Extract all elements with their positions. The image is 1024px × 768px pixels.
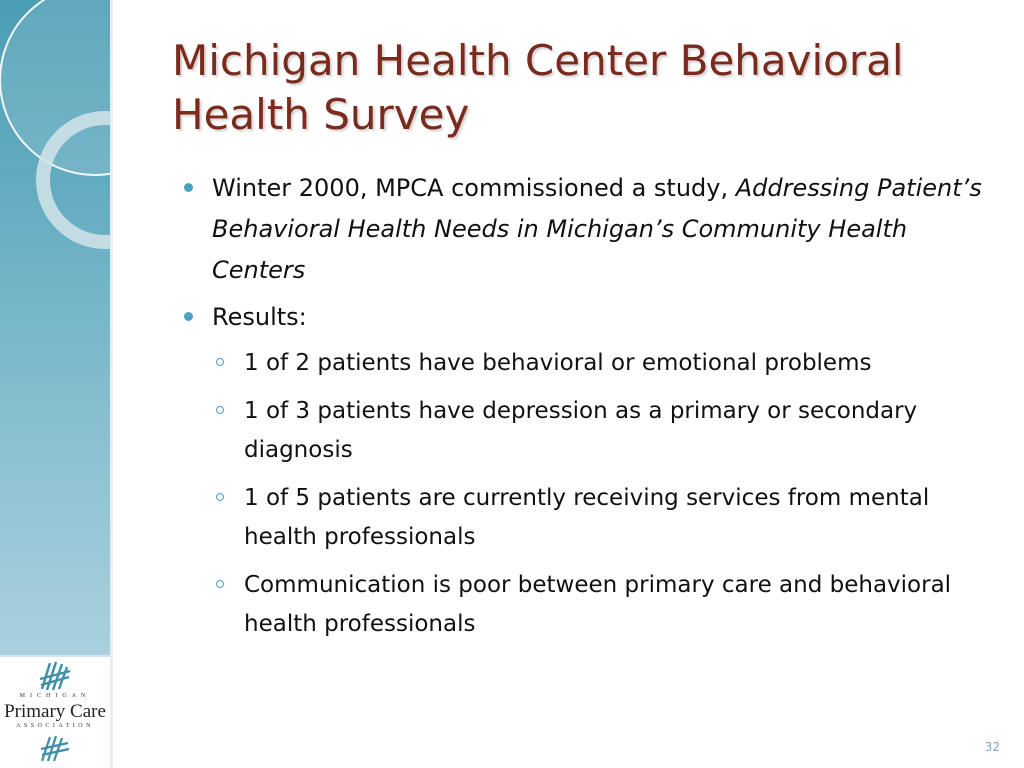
bullet-dot-icon	[184, 183, 193, 192]
sub-bullet-item	[244, 566, 1004, 644]
sub-bullet-item	[244, 479, 1004, 557]
logo-top-word: MICHIGAN	[19, 693, 91, 699]
bullet-text: Results:	[212, 303, 307, 331]
bullet-item	[184, 297, 1004, 338]
sub-bullet-ring-icon	[216, 580, 224, 588]
sub-bullet-ring-icon	[216, 358, 224, 366]
sub-bullet-text: 1 of 3 patients have depression as a primary or secondary diagnosis	[244, 398, 918, 463]
sub-bullet-text: 1 of 2 patients have behavioral or emotional problems	[244, 350, 872, 376]
sub-bullet-item	[244, 392, 1004, 470]
bullet-italic-text: Addressing Patient’s Behavioral Health Needs in Michigan’s Community Health Centers	[212, 174, 982, 284]
bullet-item	[184, 168, 1004, 291]
decorative-side-band	[0, 0, 110, 655]
bullet-dot-icon	[184, 312, 193, 321]
slide-content	[184, 168, 1004, 653]
bullet-text: Winter 2000, MPCA commissioned a study,	[212, 174, 736, 202]
side-divider	[110, 0, 113, 768]
sub-bullet-item	[244, 344, 1004, 383]
sub-bullet-ring-icon	[216, 493, 224, 501]
slide-title: Michigan Health Center Behavioral Health Survey	[172, 36, 904, 139]
page-number: 32	[984, 740, 1000, 754]
logo-main-word: Primary Care	[4, 701, 106, 722]
logo-bottom-mark-icon	[38, 733, 72, 763]
logo-bottom-word: ASSOCIATION	[16, 723, 94, 729]
logo-top-mark-icon	[36, 659, 76, 693]
sub-bullet-text: 1 of 5 patients are currently receiving services from mental health professionals	[244, 485, 930, 550]
decorative-circles-icon	[0, 0, 110, 655]
mpca-logo	[0, 655, 110, 768]
sub-bullet-ring-icon	[216, 406, 224, 414]
sub-bullet-text: Communication is poor between primary care and behavioral health professionals	[244, 572, 952, 637]
